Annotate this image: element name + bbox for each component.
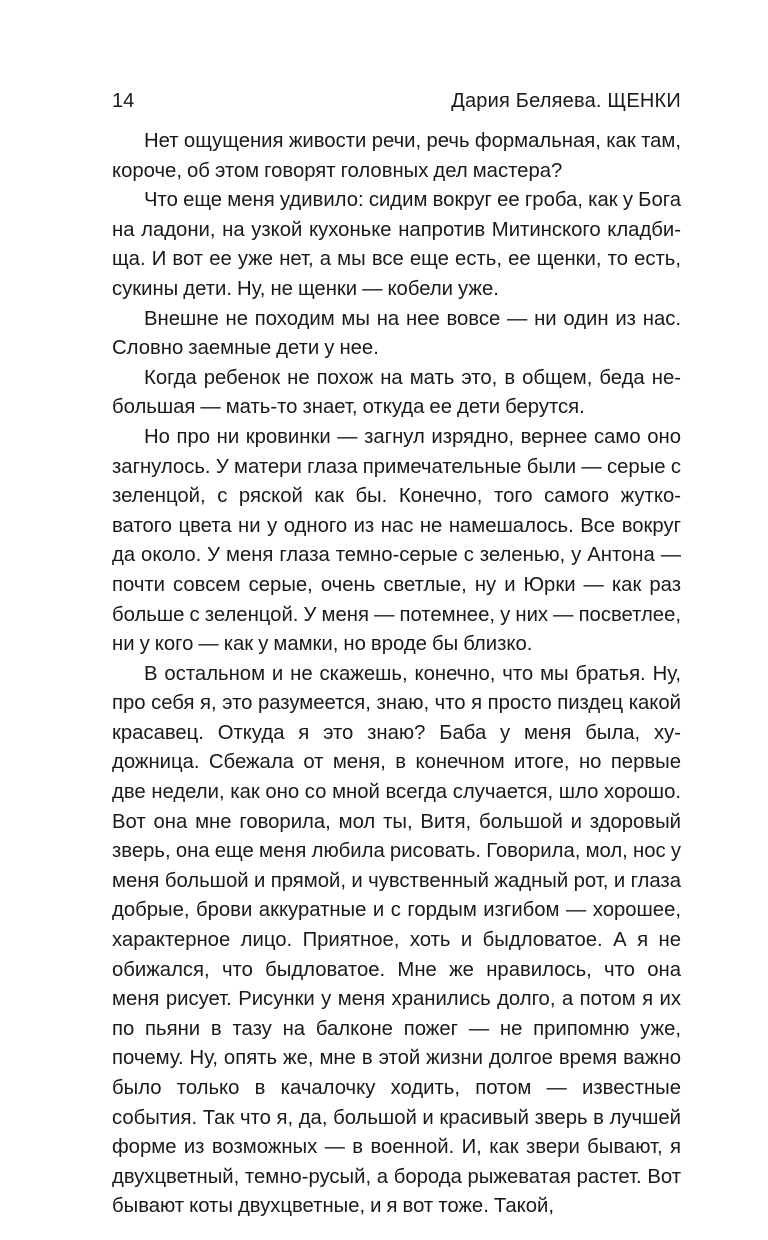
page-number: 14 [112,90,135,112]
paragraph: Внешне не походим мы на нее вовсе — ни один из нас. Словно заемные дети у нее. [112,307,681,360]
running-header [112,86,681,116]
body-text [112,127,681,1222]
paragraph: Нет ощущения живости речи, речь формальная, как там, короче, об этом говорят головных дел мастера? [112,130,681,182]
book-title: Дария Беляева. ЩЕНКИ [451,90,681,112]
paragraph: Когда ребенок не похож на мать это, в общем, беда небольшая — мать-то знает, откуда ее дети берутся. [112,366,681,419]
paragraph: В остальном и не скажешь, конечно, что мы братья. Ну, про себя я, это разумеется, знаю, что я просто пиздец какой красавец. Откуда я это знаю? Баба у меня была, художница. Сбежала от меня, в конечном итоге, но первые две недели, как оно со мной всегда случается, шло хорошо. Вот она мне говорила, мол ты, Витя, большой и здоровый зверь, она еще меня любила рисовать. Говорила, мол, нос у меня большой и прямой, и чувственный жадный рот, и глаза добрые, брови аккуратные и с гордым изгибом — хорошее, характерное лицо. Приятное, хоть и быдловатое. А я не обижался, что быдловатое. Мне же нравилось, что она меня рисует. Рисунки у меня хранились долго, а потом я их по пьяни в тазу на балконе пожег — не припомню уже, почему. Ну, опять же, мне в этой жизни долгое время важно было только в качалочку ходить, потом — известные события. Так что я, да, большой и красивый зверь в лучшей форме из возможных — в военной. И, как звери бывают, я двухцветный, темно-русый, а борода рыжеватая растет. Вот бывают коты двухцветные, и я вот тоже. Такой, [112,662,681,1218]
paragraph: Но про ни кровинки — загнул изрядно, вернее само оно загнулось. У матери глаза примечательные были — серые с зеленцой, с ряской как бы. Конечно, того самого жутковатого цвета ни у одного из нас не намешалось. Все вокруг да около. У меня глаза темно-серые с зеленью, у Антона — почти совсем серые, очень светлые, ну и Юрки — как раз больше с зеленцой. У меня — потемнее, у них — посветлее, ни у кого — как у мамки, но вроде бы близко. [112,425,681,656]
paragraph: Что еще меня удивило: сидим вокруг ее гроба, как у Бога на ладони, на узкой кухоньке напротив Митинского кладбища. И вот ее уже нет, а мы все еще есть, ее щенки, то есть, сукины дети. Ну, не щенки — кобели уже. [112,189,681,300]
